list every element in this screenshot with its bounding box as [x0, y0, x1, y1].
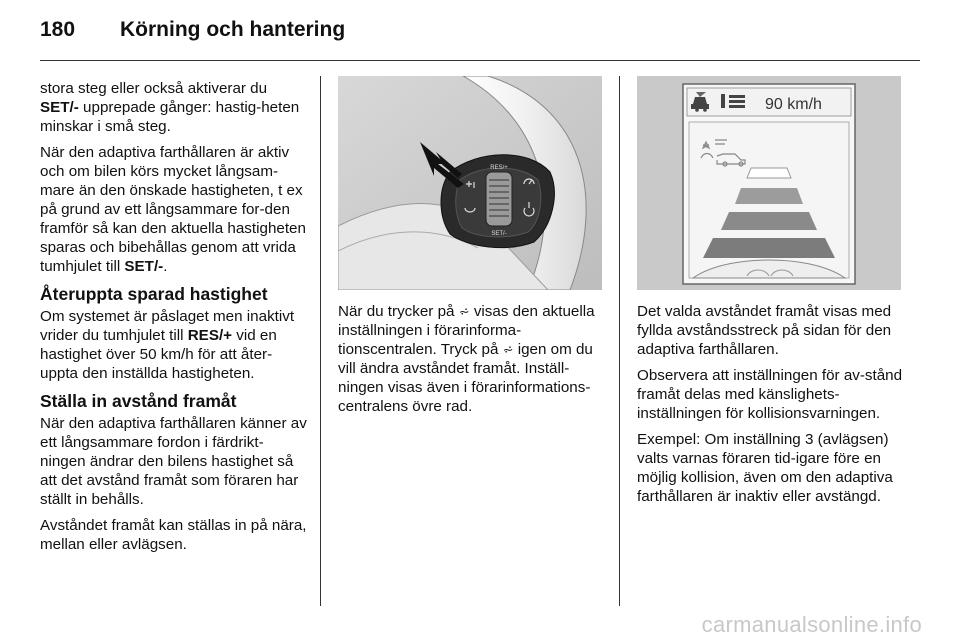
text: . — [163, 258, 168, 275]
distance-button-icon: ⩫ — [458, 304, 470, 319]
text: visas den aktuella inställningen i förarinforma-tionscentralen. Tryck på — [338, 303, 595, 358]
distance-bar-empty — [747, 168, 791, 178]
paragraph: När den adaptiva farthållaren känner av ett långsammare fordon i färdrikt-ningen ändrar den bilens hastighet så att det avstånd framåt som föraren har ställt in behålls. — [40, 415, 307, 508]
watermark-text: carmanualsonline.info — [701, 612, 922, 637]
text: upprepade gånger: hastig-heten minskar i små steg. — [40, 99, 300, 135]
caption — [338, 302, 608, 416]
paragraph: Exempel: Om inställning 3 (avlägsen) valts varnas föraren tid-igare före en möjlig kollision, även om den adaptiva farthållaren är inaktiv eller avstängd. — [637, 431, 893, 505]
column-divider-2 — [619, 76, 620, 606]
text: När den adaptiva farthållaren är aktiv och om bilen körs mycket långsam-mare än den önskade hastigheten, t ex på grund av ett långsammare for-den framför så kan den aktuella hastigheten sparas och bibehållas genom att vrida tumhjulet till — [40, 144, 306, 275]
page-number: 180 — [40, 18, 76, 41]
paragraph — [40, 79, 308, 136]
text: När du trycker på — [338, 303, 459, 320]
distance-bars-icon — [721, 94, 745, 108]
display-illustration — [637, 76, 901, 290]
distance-bar-filled — [721, 212, 817, 230]
paragraph — [40, 307, 308, 383]
bold-term: SET/- — [40, 99, 79, 116]
chapter-title: Körning och hantering — [120, 18, 346, 41]
text: Om systemet är påslaget men inaktivt vrider du tumhjulet till — [40, 308, 295, 344]
bold-term: RES/+ — [187, 327, 233, 344]
header-rule — [40, 60, 920, 61]
column-2-text — [338, 302, 608, 423]
paragraph: Observera att inställningen för av-stånd framåt delas med känslighets-inställningen för kollisionsvarningen. — [637, 367, 903, 422]
speed-readout: 90 km/h — [765, 96, 822, 113]
text: igen om du vill ändra avståndet framåt. Inställ-ningen visas även i förarinformations-centralens övre rad. — [338, 341, 593, 415]
paragraph: Avståndet framåt kan ställas in på nära, mellan eller avlägsen. — [40, 517, 307, 553]
text: vid en hastighet över 50 km/h för att åter-uppta den inställda hastigheten. — [40, 327, 277, 382]
steering-wheel-illustration — [338, 76, 602, 290]
text: stora steg eller också aktiverar du — [40, 80, 268, 97]
column-3-text — [637, 302, 907, 513]
set-label: SET/- — [491, 231, 507, 237]
column-1 — [40, 79, 308, 561]
section-heading: Återuppta sparad hastighet — [40, 284, 268, 304]
paragraph: Det valda avståndet framåt visas med fyllda avståndsstreck på sidan för den adaptiva farthållaren. — [637, 303, 892, 358]
page-header — [40, 18, 920, 58]
section-heading: Ställa in avstånd framåt — [40, 391, 237, 411]
display-figure — [637, 76, 901, 290]
steering-wheel-figure — [338, 76, 602, 290]
distance-bar-filled — [703, 238, 835, 258]
distance-button-icon: ⩫ — [502, 342, 514, 357]
column-divider-1 — [320, 76, 321, 606]
bold-term: SET/- — [124, 258, 164, 275]
res-label: RES/+ — [490, 165, 508, 171]
distance-bar-filled — [735, 188, 803, 204]
paragraph — [40, 143, 308, 276]
